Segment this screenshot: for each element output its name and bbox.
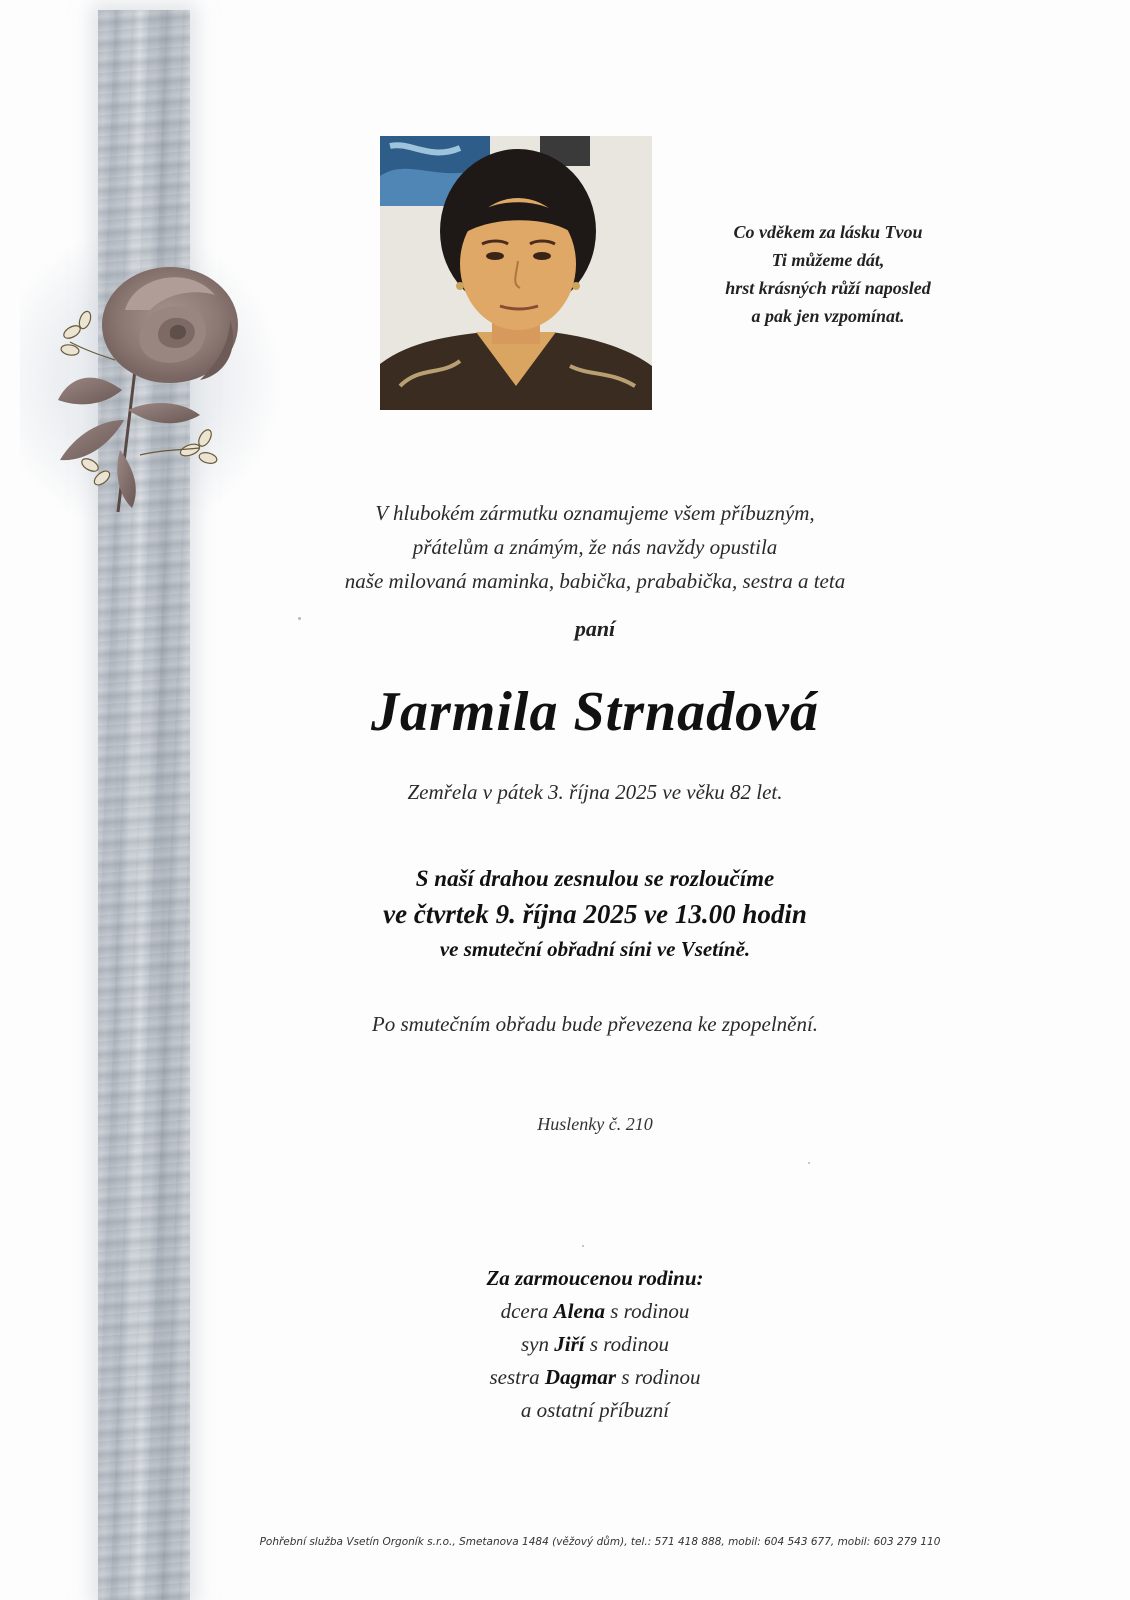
memorial-quote [708,218,948,330]
honorific: paní [574,616,616,641]
intro-line: V hlubokém zármutku oznamujeme všem příbuzným, [375,501,815,525]
rose-decoration-icon [40,250,270,530]
scan-speck [298,617,301,620]
family-member [400,1361,790,1394]
ceremony-info [280,862,910,966]
announcement-intro [280,496,910,598]
scan-speck [582,1245,584,1247]
member-prefix: sestra [489,1365,545,1389]
member-prefix: dcera [500,1299,554,1323]
member-suffix: s rodinou [605,1299,690,1323]
quote-line: Ti můžeme dát, [771,250,885,270]
family-closing: a ostatní příbuzní [520,1398,670,1422]
member-prefix: syn [521,1332,555,1356]
family-member [400,1328,790,1361]
funeral-service-footer: Pohřební služba Vsetín Orgoník s.r.o., Smetanova 1484 (věžový dům), tel.: 571 418 888, mobil: 604 543 677, mobil: 603 279 110 [259,1536,941,1548]
ceremony-date-time: ve čtvrtek 9. října 2025 ve 13.00 hodin [383,899,807,929]
ceremony-location: ve smuteční obřadní síni ve Vsetíně. [439,937,751,961]
family-signature [400,1262,790,1427]
address: Huslenky č. 210 [537,1114,653,1134]
member-name: Alena [553,1299,605,1323]
quote-line: Co vděkem za lásku Tvou [733,222,923,242]
ceremony-line-1: S naší drahou zesnulou se rozloučíme [415,866,775,891]
member-suffix: s rodinou [584,1332,669,1356]
member-name: Jiří [554,1332,585,1356]
intro-line: přátelům a známým, že nás navždy opustila [412,535,778,559]
quote-line: a pak jen vzpomínat. [751,306,905,326]
deceased-portrait [380,136,652,410]
member-name: Dagmar [544,1365,617,1389]
death-notice: Zemřela v pátek 3. října 2025 ve věku 82 let. [407,780,783,804]
quote-line: hrst krásných růží naposled [725,278,931,298]
scan-speck [808,1162,810,1164]
cremation-note: Po smutečním obřadu bude převezena ke zpopelnění. [371,1012,819,1036]
intro-line: naše milovaná maminka, babička, prababička, sestra a teta [344,569,846,593]
member-suffix: s rodinou [616,1365,701,1389]
family-member [400,1295,790,1328]
deceased-name: Jarmila Strnadová [371,681,819,743]
family-heading: Za zarmoucenou rodinu: [486,1266,704,1290]
decorative-marble-band [98,10,190,1600]
